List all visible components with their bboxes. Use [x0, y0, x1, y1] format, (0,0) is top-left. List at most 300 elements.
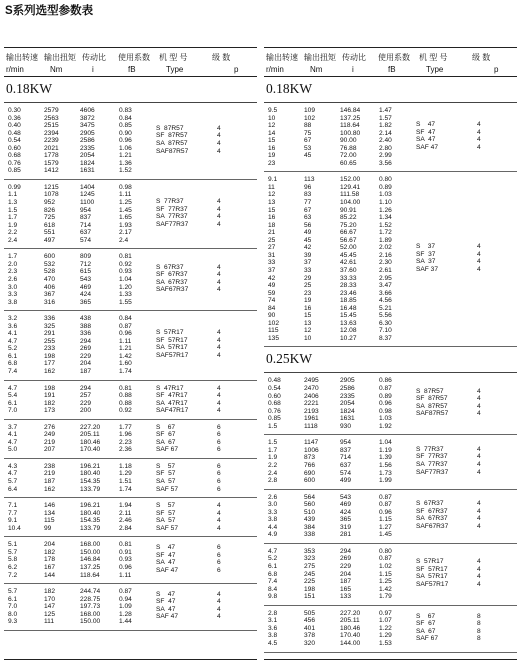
model-type: SA 47: [156, 559, 176, 567]
table-cell: 12.08: [340, 327, 357, 335]
table-cell: 1.53: [379, 639, 392, 647]
stage-count: 4: [217, 384, 221, 392]
table-cell: 294: [80, 337, 92, 345]
table-cell: 0.87: [119, 322, 132, 330]
motor-group: [4, 180, 257, 249]
type-column: [156, 502, 178, 532]
model-type: SA 77R37: [156, 213, 188, 221]
stage-count: 4: [477, 558, 481, 566]
table-cell: 177: [44, 360, 56, 368]
table-cell: 2470: [304, 385, 319, 393]
motor-group: [264, 373, 517, 435]
table-cell: 4.5: [268, 639, 278, 647]
model-type: S 37: [416, 243, 436, 251]
model-type: SA 57: [156, 517, 176, 525]
stage-count: 6: [217, 485, 221, 493]
table-cell: 18: [268, 221, 276, 229]
data-column: [8, 315, 17, 375]
table-cell: 5.21: [379, 304, 392, 312]
table-cell: 1.45: [379, 531, 392, 539]
table-cell: 0.80: [379, 547, 392, 555]
table-cell: 9.5: [268, 107, 278, 114]
table-cell: 1.79: [379, 593, 392, 601]
table-cell: 2586: [80, 137, 95, 145]
table-cell: 125: [44, 610, 56, 618]
stage-count: 4: [217, 286, 221, 294]
model-type: SA 67: [416, 627, 436, 635]
table-cell: 1.07: [379, 617, 392, 625]
table-cell: 0.40: [8, 122, 21, 130]
table-cell: 180.40: [80, 509, 101, 517]
table-cell: 168.00: [80, 541, 101, 549]
table-cell: 0.96: [119, 563, 132, 571]
model-type: SAF 47: [416, 143, 438, 151]
table-cell: 15.45: [340, 312, 357, 320]
stage-count: 6: [217, 470, 221, 478]
page-title: S系列选型参数表: [5, 5, 94, 17]
table-cell: 72.00: [340, 152, 357, 160]
table-cell: 1.42: [379, 585, 392, 593]
table-cell: 1631: [80, 167, 95, 175]
table-cell: 146: [44, 502, 56, 510]
stage-count: 4: [477, 258, 481, 266]
table-cell: 0.91: [119, 548, 132, 556]
table-cell: 4606: [80, 107, 95, 114]
table-cell: 1.82: [379, 122, 392, 130]
table-cell: 3.0: [268, 501, 278, 509]
data-column: [379, 439, 392, 484]
model-type: SF 47: [416, 128, 436, 136]
header-stages: 级 数: [472, 53, 491, 62]
table-cell: 1.11: [119, 571, 132, 579]
stage-count: 6: [217, 551, 221, 559]
table-cell: 4.1: [8, 431, 18, 439]
table-cell: 162: [44, 368, 56, 375]
stage-count: 4: [217, 147, 221, 155]
table-cell: 367: [44, 291, 56, 299]
stages-column: [217, 591, 221, 621]
table-cell: 1.51: [119, 478, 132, 486]
table-cell: 439: [304, 516, 316, 524]
table-cell: 0.92: [119, 407, 132, 415]
table-cell: 2.8: [268, 609, 278, 617]
stages-column: [477, 446, 481, 476]
table-cell: 1.29: [119, 470, 132, 478]
table-cell: 23: [268, 159, 276, 167]
table-cell: 1.21: [119, 345, 132, 353]
table-cell: 4.7: [8, 438, 18, 446]
stage-count: 4: [217, 509, 221, 517]
model-type: SA 67R37: [416, 515, 448, 523]
table-cell: 7.7: [8, 509, 18, 517]
table-cell: 4.7: [8, 337, 18, 345]
table-cell: 0.87: [379, 501, 392, 509]
data-column: [80, 315, 91, 375]
type-column: [416, 613, 438, 643]
table-cell: 90: [268, 312, 276, 320]
unit-torque: Nm: [50, 65, 63, 74]
table-cell: 5.56: [379, 312, 392, 320]
table-cell: 182: [44, 588, 56, 596]
model-type: SAF57R17: [416, 580, 449, 588]
table-cell: 204: [340, 570, 352, 578]
table-cell: 2.30: [379, 259, 392, 267]
table-cell: 1.03: [379, 191, 392, 199]
table-cell: 0.30: [8, 107, 21, 114]
table-cell: 4.1: [8, 330, 18, 338]
stage-count: 4: [217, 605, 221, 613]
header-speed: 输出转速: [6, 53, 38, 62]
data-column: [340, 107, 360, 167]
table-cell: 7.0: [8, 407, 18, 415]
table-cell: 3872: [80, 114, 95, 122]
data-column: [8, 184, 21, 244]
data-column: [379, 610, 392, 648]
table-cell: 245: [304, 570, 316, 578]
table-cell: 281: [340, 531, 352, 539]
table-cell: 15: [268, 206, 276, 214]
motor-group: [4, 537, 257, 584]
table-cell: 162: [44, 485, 56, 493]
table-cell: 4.7: [8, 384, 18, 392]
table-cell: 45.45: [340, 251, 357, 259]
data-column: [8, 253, 17, 306]
table-cell: 75.20: [340, 221, 357, 229]
table-cell: 9.3: [8, 618, 18, 626]
table-cell: 8.0: [8, 610, 18, 618]
table-cell: 135: [268, 334, 280, 342]
table-cell: 2.99: [379, 152, 392, 160]
table-cell: 0.85: [8, 167, 21, 175]
table-cell: 133.79: [80, 485, 101, 493]
table-cell: 2.84: [119, 524, 132, 532]
data-column: [340, 176, 360, 342]
table-cell: 13: [304, 319, 312, 327]
stage-count: 4: [217, 271, 221, 279]
table-cell: 207: [44, 446, 56, 454]
table-cell: 10: [268, 114, 276, 122]
stage-count: 4: [477, 143, 481, 151]
table-cell: 528: [44, 268, 56, 276]
table-cell: 77: [304, 199, 312, 207]
table-cell: 438: [80, 315, 92, 323]
table-cell: 0.85: [119, 122, 132, 130]
data-column: [340, 548, 351, 601]
table-cell: 1.18: [119, 462, 132, 470]
table-cell: 1.9: [268, 454, 278, 462]
model-type: SA 67: [156, 438, 176, 446]
table-cell: 1.20: [119, 283, 132, 291]
model-type: SA 87R57: [156, 139, 188, 147]
stage-count: 4: [477, 515, 481, 523]
table-cell: 1.52: [119, 167, 132, 175]
model-type: SA 57: [156, 478, 176, 486]
data-column: [119, 385, 132, 415]
table-cell: 6.1: [8, 595, 18, 603]
header-type: 机 型 号: [419, 53, 448, 62]
model-type: SF 87R57: [416, 395, 448, 403]
table-cell: 10.4: [8, 524, 21, 532]
table-cell: 1.89: [379, 236, 392, 244]
table-cell: 954: [340, 439, 352, 447]
data-column: [119, 463, 132, 493]
table-cell: 133: [340, 593, 352, 601]
table-cell: 1.94: [119, 502, 132, 510]
unit-factor: fB: [388, 65, 396, 74]
table-cell: 257: [80, 392, 92, 400]
model-type: SF 47: [156, 551, 176, 559]
table-cell: 198: [44, 384, 56, 392]
table-cell: 249: [44, 431, 56, 439]
table-cell: 16: [268, 214, 276, 222]
table-cell: 1.5: [268, 439, 278, 447]
table-cell: 2.17: [119, 229, 132, 237]
table-cell: 225: [304, 578, 316, 586]
table-cell: 4.4: [268, 523, 278, 531]
unit-speed: r/min: [6, 65, 24, 74]
model-type: SF 77R37: [416, 453, 448, 461]
table-cell: 0.88: [119, 399, 132, 407]
table-cell: 6.8: [268, 570, 278, 578]
table-cell: 75: [304, 129, 312, 137]
model-type: SF 57: [156, 470, 176, 478]
motor-group: [4, 498, 257, 537]
table-cell: 325: [44, 322, 56, 330]
table-cell: 187: [44, 478, 56, 486]
motor-group: [4, 584, 257, 631]
motor-group: [4, 311, 257, 380]
table-cell: 198: [304, 585, 316, 593]
table-cell: 12: [268, 191, 276, 199]
table-cell: 837: [340, 446, 352, 454]
model-type: S 77R37: [156, 198, 184, 206]
table-cell: 9.8: [268, 593, 278, 601]
table-cell: 228.75: [80, 595, 101, 603]
table-cell: 0.87: [379, 385, 392, 393]
table-cell: 3.66: [379, 289, 392, 297]
table-cell: 100.80: [340, 129, 361, 137]
data-column: [268, 548, 277, 601]
stage-count: 6: [217, 544, 221, 552]
table-cell: 1404: [80, 183, 95, 191]
table-cell: 1.22: [379, 624, 392, 632]
table-cell: 109: [304, 107, 316, 114]
table-cell: 424: [340, 508, 352, 516]
table-cell: 560: [304, 501, 316, 509]
stage-count: 6: [217, 478, 221, 486]
table-cell: 2579: [44, 107, 59, 114]
stage-count: 4: [477, 445, 481, 453]
unit-factor: fB: [128, 65, 136, 74]
table-cell: 147: [44, 603, 56, 611]
data-column: [44, 184, 59, 244]
table-cell: 1.29: [379, 632, 392, 640]
table-cell: 102: [268, 319, 280, 327]
motor-group: [4, 420, 257, 459]
table-cell: 1.96: [119, 431, 132, 439]
stage-count: 4: [477, 250, 481, 258]
table-cell: 2.95: [379, 274, 392, 282]
table-cell: 294: [80, 384, 92, 392]
table-cell: 294: [340, 547, 352, 555]
stage-count: 4: [217, 329, 221, 337]
data-column: [44, 107, 59, 175]
table-cell: 1.06: [119, 144, 132, 152]
table-cell: 3.56: [379, 159, 392, 167]
stage-count: 4: [217, 524, 221, 532]
table-cell: 4.56: [379, 297, 392, 305]
model-type: S 57: [156, 502, 176, 510]
data-column: [340, 494, 351, 539]
table-cell: 0.80: [379, 176, 392, 184]
table-cell: 336: [80, 330, 92, 338]
table-cell: 5.1: [8, 541, 18, 549]
table-cell: 600: [304, 477, 316, 485]
model-type: SA 87R57: [416, 402, 448, 410]
stages-column: [217, 544, 221, 574]
table-cell: 0.81: [119, 541, 132, 549]
table-cell: 291: [44, 330, 56, 338]
model-type: SF 47: [156, 598, 176, 606]
stages-column: [477, 558, 481, 588]
table-cell: 1824: [340, 407, 355, 415]
table-cell: 25: [268, 236, 276, 244]
table-cell: 269: [340, 555, 352, 563]
data-column: [304, 610, 315, 648]
table-cell: 6.2: [8, 563, 18, 571]
model-type: SAF87R57: [416, 410, 449, 418]
table-cell: 31: [268, 251, 276, 259]
table-cell: 7.4: [268, 578, 278, 586]
data-column: [80, 502, 100, 532]
table-cell: 1.77: [119, 423, 132, 431]
data-column: [44, 541, 55, 579]
stages-column: [217, 264, 221, 294]
table-cell: 469: [80, 283, 92, 291]
table-cell: 45: [304, 236, 312, 244]
data-column: [119, 107, 132, 175]
table-cell: 7.1: [8, 502, 18, 510]
model-type: S 67R37: [156, 263, 184, 271]
table-cell: 1.15: [379, 570, 392, 578]
stage-count: 4: [217, 598, 221, 606]
table-cell: 28.33: [340, 282, 357, 290]
header-speed: 输出转速: [266, 53, 298, 62]
stages-column: [217, 125, 221, 155]
type-column: [156, 544, 178, 574]
data-column: [340, 610, 360, 648]
motor-group: [4, 381, 257, 420]
table-cell: 229: [80, 399, 92, 407]
table-cell: 16.48: [340, 304, 357, 312]
table-cell: 200: [80, 407, 92, 415]
table-cell: 42.61: [340, 259, 357, 267]
model-type: S 47: [416, 121, 436, 129]
table-cell: 7.0: [8, 603, 18, 611]
table-cell: 0.93: [119, 556, 132, 564]
table-cell: 470: [44, 275, 56, 283]
table-cell: 3.8: [268, 632, 278, 640]
model-type: SAF87R57: [156, 147, 189, 155]
data-column: [119, 424, 132, 454]
stages-column: [477, 500, 481, 530]
table-cell: 1.26: [379, 206, 392, 214]
table-cell: 424: [80, 291, 92, 299]
table-cell: 1.56: [379, 461, 392, 469]
table-cell: 0.96: [119, 330, 132, 338]
table-cell: 2.40: [379, 137, 392, 145]
table-cell: 204: [44, 541, 56, 549]
table-cell: 2.14: [379, 129, 392, 137]
stages-column: [477, 243, 481, 273]
table-cell: 180.46: [340, 624, 361, 632]
table-cell: 238: [44, 462, 56, 470]
table-cell: 137.25: [340, 114, 361, 122]
table-cell: 146.84: [80, 556, 101, 564]
stage-count: 6: [217, 438, 221, 446]
table-cell: 198: [44, 352, 56, 360]
data-column: [8, 424, 17, 454]
table-cell: 113: [304, 176, 315, 184]
table-cell: 2335: [340, 392, 355, 400]
table-cell: 0.98: [379, 407, 392, 415]
table-cell: 3.8: [8, 298, 18, 306]
table-cell: 6.1: [8, 399, 18, 407]
table-cell: 19: [268, 152, 276, 160]
stage-count: 4: [217, 205, 221, 213]
table-cell: 930: [340, 422, 352, 430]
data-column: [119, 541, 132, 579]
table-cell: 0.96: [379, 400, 392, 408]
table-cell: 690: [304, 469, 316, 477]
table-cell: 2.4: [268, 469, 278, 477]
table-cell: 712: [80, 260, 92, 268]
table-cell: 7.4: [8, 368, 18, 375]
data-column: [304, 494, 315, 539]
table-cell: 2406: [304, 392, 319, 400]
stages-column: [477, 613, 481, 643]
table-cell: 15: [304, 312, 312, 320]
table-cell: 0.76: [8, 159, 21, 167]
table-cell: 15: [268, 137, 276, 145]
table-cell: 3.3: [268, 508, 278, 516]
model-type: S 57R17: [156, 329, 184, 337]
table-cell: 3.47: [379, 282, 392, 290]
table-cell: 4.9: [268, 531, 278, 539]
table-cell: 67: [304, 137, 312, 145]
table-cell: 23: [304, 289, 312, 297]
table-cell: 1.11: [119, 337, 132, 345]
type-column: [416, 243, 438, 273]
header-factor: 使用系数: [118, 53, 150, 62]
table-cell: 0.76: [268, 407, 281, 415]
table-cell: 23.46: [340, 289, 357, 297]
table-cell: 25: [304, 282, 312, 290]
unit-ratio: i: [352, 65, 354, 74]
stage-count: 4: [217, 502, 221, 510]
stage-count: 6: [217, 559, 221, 567]
data-column: [80, 253, 91, 306]
header-torque: 输出扭矩: [304, 53, 336, 62]
table-cell: 384: [304, 523, 316, 531]
stage-count: 4: [477, 573, 481, 581]
table-cell: 2394: [44, 129, 59, 137]
stages-column: [217, 502, 221, 532]
model-type: SF 57: [156, 509, 176, 517]
stage-count: 8: [477, 627, 481, 635]
table-cell: 323: [304, 555, 316, 563]
data-column: [80, 184, 95, 244]
